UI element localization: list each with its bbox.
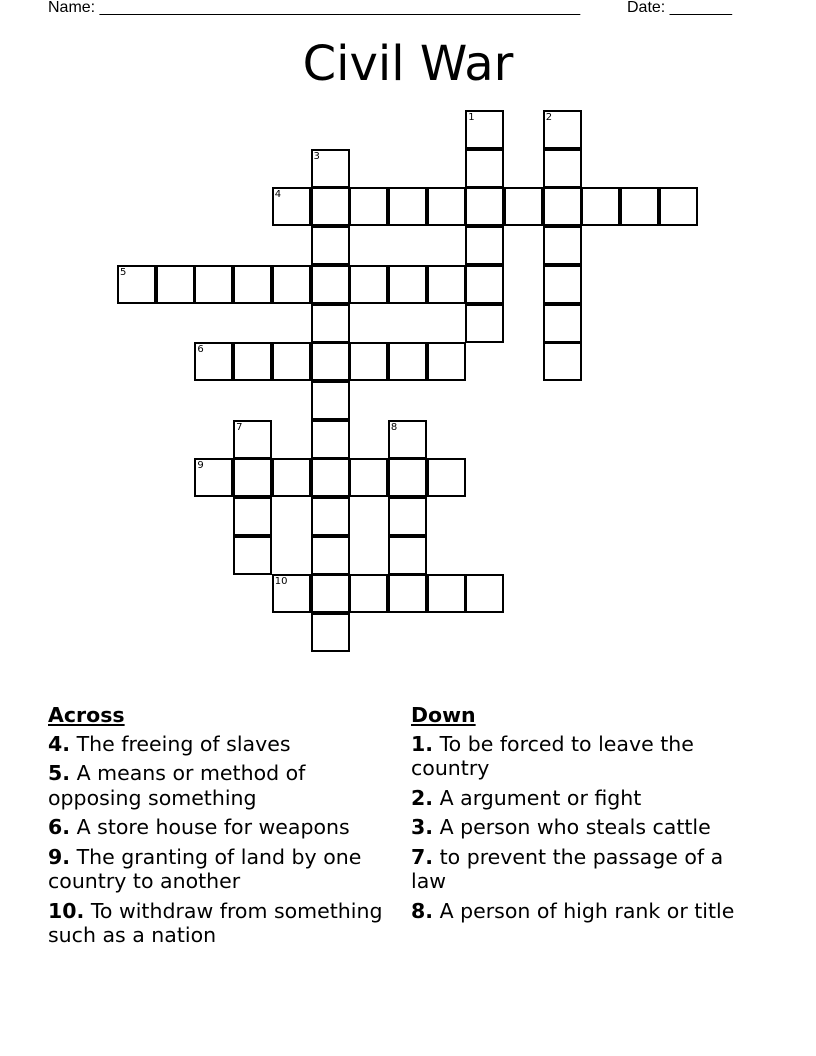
clue-across (48, 899, 388, 948)
grid-cell[interactable] (620, 187, 659, 226)
clue-across (48, 815, 388, 840)
clue-text: The granting of land by one country to another (48, 844, 362, 893)
clue-text: To be forced to leave the country (411, 731, 694, 780)
clue-number-label: 5 (120, 266, 127, 278)
clue-down (411, 845, 751, 894)
grid-cell[interactable] (427, 574, 466, 613)
grid-cell[interactable] (543, 265, 582, 304)
grid-cell[interactable] (311, 342, 350, 381)
grid-cell[interactable] (311, 420, 350, 459)
grid-cell[interactable] (427, 458, 466, 497)
grid-cell[interactable] (311, 265, 350, 304)
clue-number-label: 4 (274, 189, 282, 201)
grid-cell[interactable] (388, 574, 427, 613)
grid-cell[interactable] (349, 574, 388, 613)
name-field[interactable]: Name: ______________________________________________________ (48, 0, 581, 16)
grid-cell[interactable] (388, 342, 427, 381)
clue-text: to prevent the passage of a law (411, 844, 724, 893)
date-field[interactable]: Date: _______ (627, 0, 732, 16)
clue-number: 1. (411, 731, 434, 756)
clue-number: 2. (411, 785, 434, 810)
clue-across (48, 732, 388, 757)
across-heading: Across (48, 703, 125, 727)
grid-cell[interactable] (311, 613, 350, 652)
grid-cell[interactable] (233, 536, 272, 575)
clue-text: A person of high rank or title (439, 898, 735, 923)
clue-number: 6. (48, 815, 71, 839)
clue-number-label: 3 (313, 150, 320, 162)
across-clues (48, 703, 388, 948)
clue-number-label: 9 (197, 460, 204, 472)
clue-text: A argument or fight (439, 785, 642, 810)
grid-cell[interactable] (465, 574, 504, 613)
clue-number: 5. (48, 761, 71, 785)
clue-number: 7. (411, 844, 434, 869)
clue-text: A store house for weapons (76, 815, 350, 839)
grid-cell[interactable] (581, 187, 620, 226)
clue-number-label: 10 (274, 576, 288, 588)
grid-cell[interactable] (233, 342, 272, 381)
clue-across (48, 761, 388, 810)
grid-cell[interactable] (388, 265, 427, 304)
clue-down (411, 732, 751, 781)
grid-cell[interactable] (233, 265, 272, 304)
grid-cell[interactable] (272, 342, 311, 381)
grid-cell[interactable] (311, 304, 350, 343)
grid-cell[interactable] (272, 265, 311, 304)
clue-text: The freeing of slaves (76, 731, 291, 756)
grid-cell[interactable] (388, 536, 427, 575)
grid-cell[interactable] (465, 265, 504, 304)
grid-cell[interactable] (388, 458, 427, 497)
clue-down (411, 899, 751, 924)
grid-cell[interactable] (659, 187, 698, 226)
grid-cell[interactable] (427, 265, 466, 304)
grid-cell[interactable] (233, 497, 272, 536)
grid-cell[interactable] (427, 187, 466, 226)
grid-cell[interactable] (311, 458, 350, 497)
grid-cell[interactable] (156, 265, 195, 304)
grid-cell[interactable] (311, 187, 350, 226)
grid-cell[interactable] (311, 381, 350, 420)
clue-number-label: 6 (197, 344, 204, 356)
clue-number: 10. (48, 898, 85, 923)
clue-number: 4. (48, 731, 71, 756)
grid-cell[interactable] (388, 497, 427, 536)
grid-cell[interactable] (349, 458, 388, 497)
grid-cell[interactable] (465, 149, 504, 188)
grid-cell[interactable] (543, 187, 582, 226)
grid-cell[interactable] (427, 342, 466, 381)
clue-across (48, 845, 388, 894)
clue-text: A means or method of opposing something (48, 761, 306, 810)
grid-cell[interactable] (465, 226, 504, 265)
grid-cell[interactable] (504, 187, 543, 226)
page-title: Civil War (302, 36, 514, 92)
clue-number: 3. (411, 815, 434, 839)
grid-cell[interactable] (311, 226, 350, 265)
grid-cell[interactable] (349, 187, 388, 226)
clue-text: To withdraw from something such as a nation (48, 898, 383, 947)
clue-number: 9. (48, 844, 71, 869)
grid-cell[interactable] (543, 149, 582, 188)
grid-cell[interactable] (388, 187, 427, 226)
clue-down (411, 786, 751, 811)
down-heading: Down (411, 703, 476, 727)
grid-cell[interactable] (349, 342, 388, 381)
clue-text: A person who steals cattle (439, 815, 711, 839)
clue-down (411, 815, 751, 840)
grid-cell[interactable] (194, 265, 233, 304)
grid-cell[interactable] (465, 304, 504, 343)
grid-cell[interactable] (349, 265, 388, 304)
clue-number-label: 7 (236, 421, 243, 433)
grid-cell[interactable] (465, 187, 504, 226)
grid-cell[interactable] (311, 574, 350, 613)
grid-cell[interactable] (311, 536, 350, 575)
clue-number: 8. (411, 898, 434, 923)
clue-number-label: 2 (545, 112, 553, 123)
grid-cell[interactable] (543, 226, 582, 265)
clue-number-label: 8 (390, 421, 398, 433)
grid-cell[interactable] (311, 497, 350, 536)
grid-cell[interactable] (543, 304, 582, 343)
grid-cell[interactable] (233, 458, 272, 497)
grid-cell[interactable] (543, 342, 582, 381)
clue-number-label: 1 (468, 112, 475, 123)
grid-cell[interactable] (272, 458, 311, 497)
down-clues (411, 703, 751, 923)
